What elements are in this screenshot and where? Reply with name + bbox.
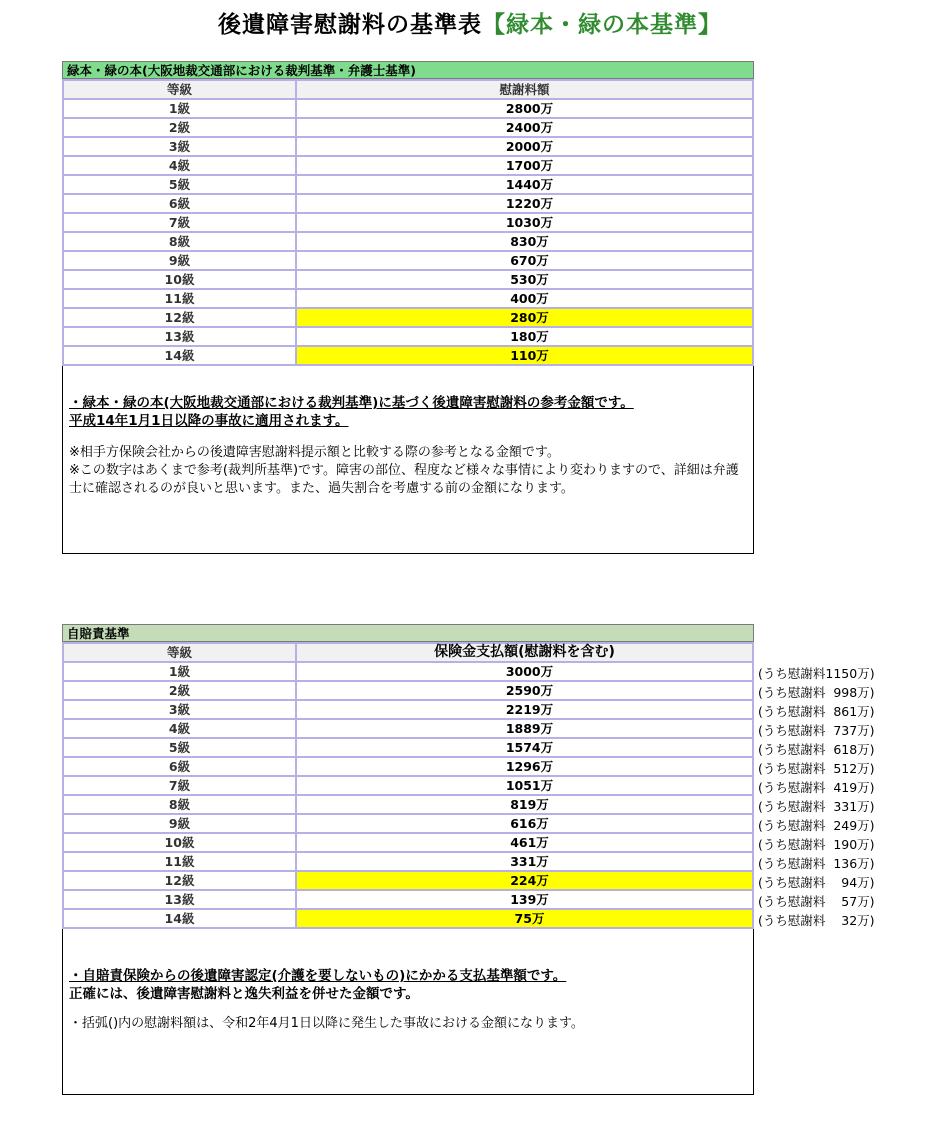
section-header: 自賠責基準 bbox=[62, 624, 754, 642]
note-line: ※この数字はあくまで参考(裁判所基準)です。障害の部位、程度など様々な事情により変わりますので、詳細は弁護士に確認されるのが良いと思います。また、過失割合を考慮する前の金額になります。 bbox=[69, 463, 739, 496]
consolation-breakdown: (うち慰謝料 32万) bbox=[758, 913, 875, 928]
table-row bbox=[63, 890, 753, 909]
table-row bbox=[63, 194, 753, 213]
table-row bbox=[63, 137, 753, 156]
table-row bbox=[63, 156, 753, 175]
consolation-breakdown: (うち慰謝料 190万) bbox=[758, 837, 875, 852]
amount-cell: 2000万 bbox=[296, 137, 753, 156]
consolation-breakdown: (うち慰謝料 249万) bbox=[758, 818, 875, 833]
grade-cell: 7級 bbox=[63, 776, 296, 795]
section-note bbox=[62, 366, 754, 554]
table-row bbox=[63, 232, 753, 251]
amount-cell: 2590万 bbox=[296, 681, 753, 700]
grade-cell: 9級 bbox=[63, 814, 296, 833]
amount-cell: 110万 bbox=[296, 346, 753, 365]
table-row bbox=[63, 757, 753, 776]
grade-cell: 9級 bbox=[63, 251, 296, 270]
grade-cell: 13級 bbox=[63, 327, 296, 346]
amount-cell: 830万 bbox=[296, 232, 753, 251]
table-row bbox=[63, 738, 753, 757]
amount-cell: 1700万 bbox=[296, 156, 753, 175]
consolation-breakdown: (うち慰謝料 331万) bbox=[758, 799, 875, 814]
grade-cell: 1級 bbox=[63, 662, 296, 681]
amount-cell: 2400万 bbox=[296, 118, 753, 137]
column-header-amount: 保険金支払額(慰謝料を含む) bbox=[296, 643, 753, 662]
grade-cell: 5級 bbox=[63, 175, 296, 194]
grade-cell: 12級 bbox=[63, 871, 296, 890]
amount-cell: 280万 bbox=[296, 308, 753, 327]
grade-cell: 4級 bbox=[63, 156, 296, 175]
grade-cell: 7級 bbox=[63, 213, 296, 232]
grade-cell: 10級 bbox=[63, 833, 296, 852]
table-row bbox=[63, 99, 753, 118]
note-line: ・括弧()内の慰謝料額は、令和2年4月1日以降に発生した事故における金額になります。 bbox=[69, 1016, 584, 1031]
table-row bbox=[63, 289, 753, 308]
amount-cell: 1296万 bbox=[296, 757, 753, 776]
amount-cell: 3000万 bbox=[296, 662, 753, 681]
grade-cell: 10級 bbox=[63, 270, 296, 289]
amount-cell: 2219万 bbox=[296, 700, 753, 719]
amount-cell: 670万 bbox=[296, 251, 753, 270]
amount-cell: 1030万 bbox=[296, 213, 753, 232]
table-row bbox=[63, 852, 753, 871]
table-header-row bbox=[63, 80, 753, 99]
table-row bbox=[63, 719, 753, 738]
consolation-breakdown: (うち慰謝料 94万) bbox=[758, 875, 875, 890]
table-row bbox=[63, 118, 753, 137]
amount-cell: 400万 bbox=[296, 289, 753, 308]
grade-cell: 12級 bbox=[63, 308, 296, 327]
table-row bbox=[63, 662, 753, 681]
grade-cell: 2級 bbox=[63, 118, 296, 137]
grade-cell: 3級 bbox=[63, 137, 296, 156]
section-note bbox=[62, 929, 754, 1095]
consolation-breakdown: (うち慰謝料 419万) bbox=[758, 780, 875, 795]
amount-cell: 819万 bbox=[296, 795, 753, 814]
grade-cell: 8級 bbox=[63, 795, 296, 814]
amount-cell: 139万 bbox=[296, 890, 753, 909]
note-line: ・緑本・緑の本(大阪地裁交通部における裁判基準)に基づく後遺障害慰謝料の参考金額です。 bbox=[69, 395, 634, 411]
grade-cell: 6級 bbox=[63, 757, 296, 776]
table-row bbox=[63, 700, 753, 719]
grade-cell: 4級 bbox=[63, 719, 296, 738]
title-accent: 【緑本・緑の本基準】 bbox=[482, 12, 722, 38]
jibaiseki-standard-section bbox=[62, 624, 754, 1095]
consolation-breakdown: (うち慰謝料 998万) bbox=[758, 685, 875, 700]
note-line: ・自賠責保険からの後遺障害認定(介護を要しないもの)にかかる支払基準額です。 bbox=[69, 968, 567, 984]
amount-cell: 2800万 bbox=[296, 99, 753, 118]
grade-cell: 6級 bbox=[63, 194, 296, 213]
column-header-grade: 等級 bbox=[63, 643, 296, 662]
table-row bbox=[63, 776, 753, 795]
table-row bbox=[63, 327, 753, 346]
note-line: 平成14年1月1日以降の事故に適用されます。 bbox=[69, 413, 349, 429]
consolation-breakdown: (うち慰謝料 57万) bbox=[758, 894, 875, 909]
table-row bbox=[63, 814, 753, 833]
note-line: ※相手方保険会社からの後遺障害慰謝料提示額と比較する際の参考となる金額です。 bbox=[69, 445, 560, 460]
amount-cell: 461万 bbox=[296, 833, 753, 852]
table-row bbox=[63, 213, 753, 232]
table-row bbox=[63, 175, 753, 194]
amount-cell: 1889万 bbox=[296, 719, 753, 738]
grade-cell: 5級 bbox=[63, 738, 296, 757]
section-header: 緑本・緑の本(大阪地裁交通部における裁判基準・弁護士基準) bbox=[62, 61, 754, 79]
table-row bbox=[63, 681, 753, 700]
grade-cell: 1級 bbox=[63, 99, 296, 118]
amount-cell: 1574万 bbox=[296, 738, 753, 757]
table-header-row bbox=[63, 643, 753, 662]
table-row bbox=[63, 270, 753, 289]
column-header-grade: 等級 bbox=[63, 80, 296, 99]
grade-cell: 11級 bbox=[63, 289, 296, 308]
table-row bbox=[63, 308, 753, 327]
bengoshi-standard-section bbox=[62, 61, 754, 554]
amount-cell: 1220万 bbox=[296, 194, 753, 213]
table-row bbox=[63, 909, 753, 928]
title-main: 後遺障害慰謝料の基準表 bbox=[218, 12, 482, 38]
table-row bbox=[63, 871, 753, 890]
table-row bbox=[63, 251, 753, 270]
note-line: 正確には、後遺障害慰謝料と逸失利益を併せた金額です。 bbox=[69, 986, 419, 1002]
page-title bbox=[0, 6, 940, 39]
amount-cell: 180万 bbox=[296, 327, 753, 346]
grade-cell: 8級 bbox=[63, 232, 296, 251]
amount-cell: 331万 bbox=[296, 852, 753, 871]
grade-cell: 14級 bbox=[63, 909, 296, 928]
grade-cell: 14級 bbox=[63, 346, 296, 365]
amount-cell: 616万 bbox=[296, 814, 753, 833]
consolation-breakdown: (うち慰謝料 136万) bbox=[758, 856, 875, 871]
bengoshi-table bbox=[62, 79, 754, 366]
jibaiseki-table bbox=[62, 642, 754, 929]
column-header-amount: 慰謝料額 bbox=[296, 80, 753, 99]
amount-cell: 530万 bbox=[296, 270, 753, 289]
grade-cell: 11級 bbox=[63, 852, 296, 871]
consolation-breakdown: (うち慰謝料 618万) bbox=[758, 742, 875, 757]
grade-cell: 3級 bbox=[63, 700, 296, 719]
table-row bbox=[63, 795, 753, 814]
consolation-breakdown: (うち慰謝料 737万) bbox=[758, 723, 875, 738]
table-row bbox=[63, 833, 753, 852]
grade-cell: 13級 bbox=[63, 890, 296, 909]
amount-cell: 1051万 bbox=[296, 776, 753, 795]
grade-cell: 2級 bbox=[63, 681, 296, 700]
amount-cell: 1440万 bbox=[296, 175, 753, 194]
amount-cell: 224万 bbox=[296, 871, 753, 890]
consolation-breakdown: (うち慰謝料 861万) bbox=[758, 704, 875, 719]
consolation-breakdown: (うち慰謝料 512万) bbox=[758, 761, 875, 776]
table-row bbox=[63, 346, 753, 365]
amount-cell: 75万 bbox=[296, 909, 753, 928]
consolation-breakdown: (うち慰謝料1150万) bbox=[758, 666, 875, 681]
